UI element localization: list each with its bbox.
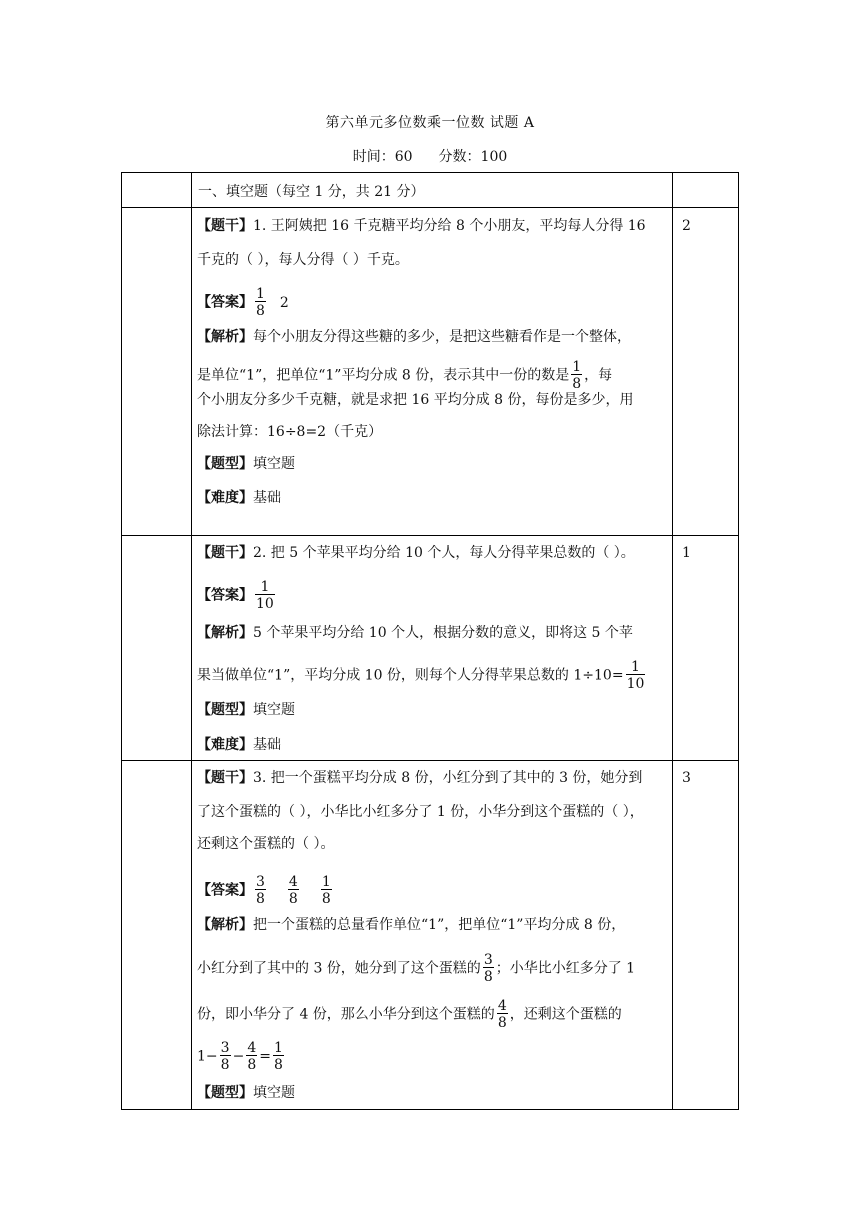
row-divider xyxy=(122,207,738,208)
type-tag: 【题型】 xyxy=(197,456,253,472)
q3-stem-line: 还剩这个蛋糕的（ ）。 xyxy=(197,836,335,852)
exam-meta xyxy=(0,146,860,166)
q3-analysis-line xyxy=(197,952,636,985)
q1-analysis-line: 个小朋友分多少千克糖，就是求把 16 平均分成 8 份，每份是多少，用 xyxy=(197,392,634,408)
q1-type: 填空题 xyxy=(253,456,295,472)
q2-analysis-line xyxy=(197,659,647,692)
eq-minus: − xyxy=(205,1048,218,1065)
q1-analysis-text: 是单位“1”，把单位“1”平均分成 8 份，表示其中一份的数是 xyxy=(197,367,570,384)
question-3-score: 3 xyxy=(682,770,691,786)
q2-analysis-text: 果当做单位“1”，平均分成 10 份，则每个人分得苹果总数的 1÷10= xyxy=(197,667,624,684)
column-divider xyxy=(672,173,673,1109)
q3-analysis-text: ；小华比小红多分了 1 xyxy=(495,960,636,977)
analysis-tag: 【解析】 xyxy=(197,625,253,641)
section-header: 一、填空题（每空 1 分，共 21 分） xyxy=(198,184,425,200)
q1-analysis-line xyxy=(197,327,631,347)
fraction: $\frac{4}{8}$ xyxy=(288,874,298,907)
q1-analysis-line: 除法计算：16÷8=2（千克） xyxy=(197,424,383,440)
type-tag: 【题型】 xyxy=(197,702,253,718)
q3-answer-line xyxy=(197,874,334,907)
fraction: $\frac{1}{10}$ xyxy=(626,659,645,692)
q3-analysis-text: ，还剩这个蛋糕的 xyxy=(509,1006,622,1023)
q2-answer-line xyxy=(197,579,277,612)
score-label: 分数：100 xyxy=(438,149,508,165)
eq-equals: = xyxy=(259,1048,271,1065)
q3-analysis-text: 份，即小华分了 4 份，那么小华分到这个蛋糕的 xyxy=(197,1006,495,1023)
q3-analysis-text: 小红分到了其中的 3 份，她分到了这个蛋糕的 xyxy=(197,960,481,977)
q2-analysis-text: 5 个苹果平均分给 10 个人，根据分数的意义，即将这 5 个苹 xyxy=(253,625,633,641)
q3-type-line xyxy=(197,1083,295,1103)
q3-analysis-line xyxy=(197,998,622,1031)
q1-stem-text: 1. 王阿姨把 16 千克糖平均分给 8 个小朋友，平均每人分得 16 xyxy=(253,218,646,234)
q1-answer-2: 2 xyxy=(279,294,289,311)
question-1-score: 2 xyxy=(682,218,691,234)
q2-type-line xyxy=(197,700,295,720)
fraction: $\frac{1}{8}$ xyxy=(256,286,265,319)
fraction: $\frac{3}{8}$ xyxy=(483,952,493,985)
answer-tag: 【答案】 xyxy=(197,294,253,311)
q1-difficulty-line xyxy=(197,488,281,508)
fraction: $\frac{1}{8}$ xyxy=(321,874,331,907)
fraction: $\frac{4}{8}$ xyxy=(247,1040,257,1073)
page-title: 第六单元多位数乘一位数 试题 A xyxy=(325,115,535,131)
analysis-tag: 【解析】 xyxy=(197,329,253,345)
fraction: $\frac{1}{10}$ xyxy=(256,579,274,612)
answer-tag: 【答案】 xyxy=(197,882,253,899)
row-divider xyxy=(122,760,738,761)
fraction: $\frac{1}{8}$ xyxy=(572,359,582,392)
q2-stem-line xyxy=(197,543,635,563)
q1-analysis-text: 每个小朋友分得这些糖的多少，是把这些糖看作是一个整体， xyxy=(253,329,631,345)
eq-minus: − xyxy=(232,1048,245,1065)
column-divider xyxy=(191,173,192,1109)
q1-type-line xyxy=(197,454,295,474)
q3-stem-line xyxy=(197,768,642,788)
difficulty-tag: 【难度】 xyxy=(197,490,253,506)
fraction: $\frac{4}{8}$ xyxy=(497,998,507,1031)
answer-tag: 【答案】 xyxy=(197,587,253,604)
q1-analysis-line xyxy=(197,359,613,392)
q2-difficulty: 基础 xyxy=(253,737,281,753)
q1-difficulty: 基础 xyxy=(253,490,281,506)
fraction: $\frac{1}{8}$ xyxy=(273,1040,283,1073)
fraction: $\frac{3}{8}$ xyxy=(256,874,265,907)
q1-analysis-text: ，每 xyxy=(584,367,613,384)
q2-stem-text: 2. 把 5 个苹果平均分给 10 个人，每人分得苹果总数的（ ）。 xyxy=(253,545,635,561)
q3-stem-text: 3. 把一个蛋糕平均分成 8 份，小红分到了其中的 3 份，她分到 xyxy=(253,770,643,786)
fraction: $\frac{3}{8}$ xyxy=(220,1040,230,1073)
row-divider xyxy=(122,535,738,536)
time-label: 时间：60 xyxy=(352,149,413,165)
analysis-tag: 【解析】 xyxy=(197,917,253,933)
eq-one: 1 xyxy=(197,1048,206,1065)
q1-stem-line: 千克的（ ），每人分得（ ）千克。 xyxy=(197,252,409,268)
stem-tag: 【题干】 xyxy=(197,770,253,786)
stem-tag: 【题干】 xyxy=(197,218,253,234)
type-tag: 【题型】 xyxy=(197,1085,253,1101)
q2-analysis-line xyxy=(197,623,633,643)
q1-answer-line xyxy=(197,286,289,319)
q3-type: 填空题 xyxy=(253,1085,295,1101)
q3-analysis-line xyxy=(197,915,625,935)
q2-type: 填空题 xyxy=(253,702,295,718)
q3-stem-line: 了这个蛋糕的（ ），小华比小红多分了 1 份，小华分到这个蛋糕的（ ）， xyxy=(197,804,644,820)
q2-difficulty-line xyxy=(197,735,281,755)
difficulty-tag: 【难度】 xyxy=(197,737,253,753)
q1-stem-line xyxy=(197,216,646,236)
question-2-score: 1 xyxy=(682,545,691,561)
stem-tag: 【题干】 xyxy=(197,545,253,561)
q3-analysis-text: 把一个蛋糕的总量看作单位“1”，把单位“1”平均分成 8 份， xyxy=(253,917,626,933)
q3-equation-line xyxy=(197,1040,286,1073)
question-table xyxy=(121,172,739,1110)
